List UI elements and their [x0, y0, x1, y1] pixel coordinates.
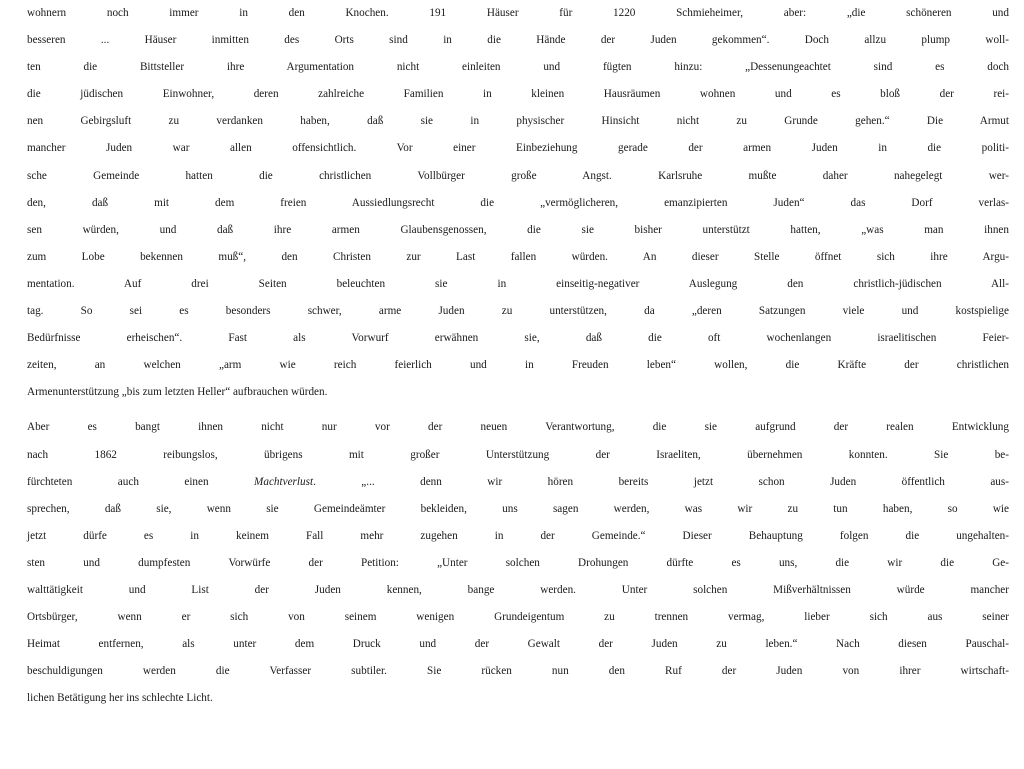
text-line: Armenunterstützung „bis zum letzten Heller“ aufbrauchen würden. — [27, 386, 328, 399]
text-line-with-emphasis — [27, 469, 1009, 496]
text-segment: . „... denn wir hören bereits jetzt schon Juden öffentlich aus- — [313, 475, 1009, 488]
text-line: sten und dumpfesten Vorwürfe der Petition: „Unter solchen Drohungen dürfte es uns, die wir die Ge- — [27, 556, 1009, 569]
text-line: zeiten, an welchen „arm wie reich feierlich und in Freuden leben“ wollen, die Kräfte der christlichen — [27, 359, 1009, 372]
text-line: nach 1862 reibungslos, übrigens mit großer Unterstützung der Israeliten, übernehmen konnten. Sie be- — [27, 448, 1009, 461]
text-line: Aber es bangt ihnen nicht nur vor der neuen Verantwortung, die sie aufgrund der realen Entwicklung — [27, 421, 1009, 434]
text-line: jetzt dürfe es in keinem Fall mehr zugehen in der Gemeinde.“ Dieser Behauptung folgen die ungehalten- — [27, 529, 1009, 542]
text-line: Heimat entfernen, als unter dem Druck und der Gewalt der Juden zu leben.“ Nach diesen Pauschal- — [27, 638, 1009, 651]
text-line: den, daß mit dem freien Aussiedlungsrecht die „vermöglicheren, emanzipierten Juden“ das Dorf verlas- — [27, 196, 1009, 209]
text-segment: fürchteten auch einen — [27, 475, 255, 488]
text-line: zum Lobe bekennen muß“, den Christen zur Last fallen würden. An dieser Stelle öffnet sich ihre Argu- — [27, 250, 1009, 263]
text-line: Bedürfnisse erheischen“. Fast als Vorwurf erwähnen sie, daß die oft wochenlangen israelitischen Feier- — [27, 332, 1009, 345]
text-line: die jüdischen Einwohner, deren zahlreiche Familien in kleinen Hausräumen wohnen und es bloß der rei- — [27, 88, 1009, 101]
document-page — [27, 0, 1009, 712]
text-line: besseren ... Häuser inmitten des Orts sind in die Hände der Juden gekommen“. Doch allzu plump woll- — [27, 34, 1009, 47]
text-line: nen Gebirgsluft zu verdanken haben, daß sie in physischer Hinsicht nicht zu Grunde gehen.“ Die Armut — [27, 115, 1009, 128]
text-line: walttätigkeit und List der Juden kennen, bange werden. Unter solchen Mißverhältnissen würde mancher — [27, 583, 1009, 596]
text-line: sche Gemeinde hatten die christlichen Vollbürger große Angst. Karlsruhe mußte daher nahegelegt wer- — [27, 169, 1009, 182]
text-line: sprechen, daß sie, wenn sie Gemeindeämter bekleiden, uns sagen werden, was wir zu tun haben, so wie — [27, 502, 1009, 515]
text-line: Ortsbürger, wenn er sich von seinem wenigen Grundeigentum zu trennen vermag, lieber sich aus seiner — [27, 611, 1009, 624]
text-line: mentation. Auf drei Seiten beleuchten sie in einseitig-negativer Auslegung den christlich-jüdischen All- — [27, 277, 1009, 290]
text-line: tag. So sei es besonders schwer, arme Juden zu unterstützen, da „deren Satzungen viele und kostspielige — [27, 305, 1009, 318]
text-line: beschuldigungen werden die Verfasser subtiler. Sie rücken nun den Ruf der Juden von ihrer wirtschaft- — [27, 665, 1009, 678]
paragraph-1 — [27, 0, 1009, 406]
emphasis-machtverlust: Machtverlust — [254, 475, 314, 488]
paragraph-2 — [27, 414, 1009, 712]
text-line: sen würden, und daß ihre armen Glaubensgenossen, die sie bisher unterstützt hatten, „was man ihnen — [27, 223, 1009, 236]
text-line: mancher Juden war allen offensichtlich. Vor einer Einbeziehung gerade der armen Juden in die politi- — [27, 142, 1009, 155]
text-line: lichen Betätigung her ins schlechte Licht. — [27, 692, 213, 705]
text-line: wohnern noch immer in den Knochen. 191 Häuser für 1220 Schmieheimer, aber: „die schöneren und — [27, 7, 1009, 19]
text-line: ten die Bittsteller ihre Argumentation nicht einleiten und fügten hinzu: „Dessenungeachtet sind es doch — [27, 61, 1009, 74]
